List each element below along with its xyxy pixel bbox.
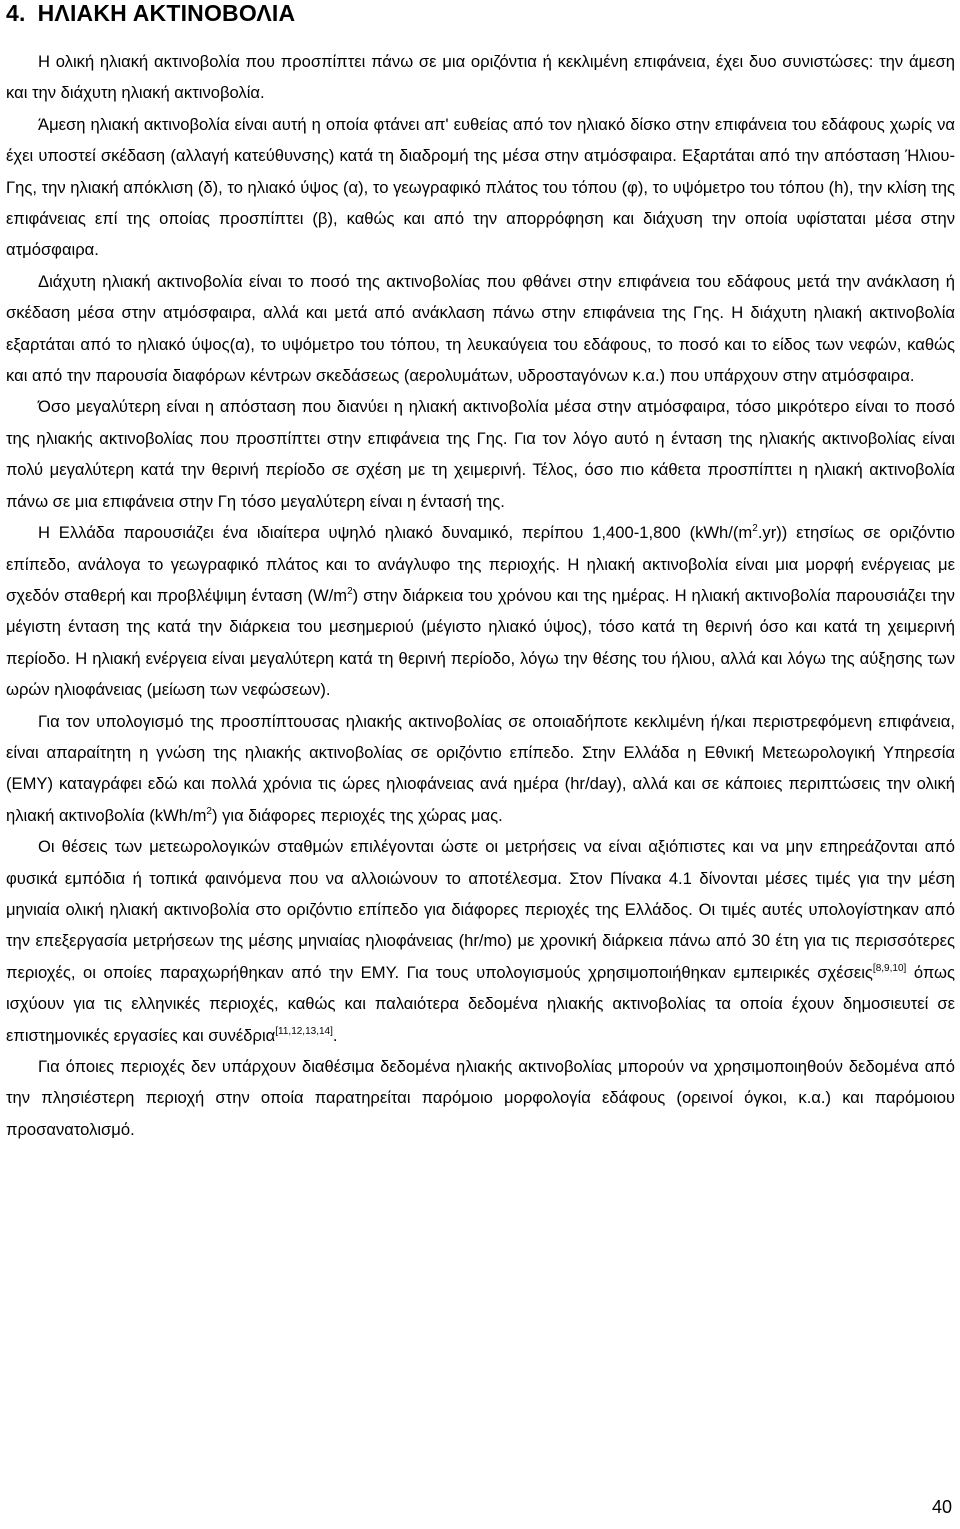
body-text: [6, 46, 955, 1145]
citation-ref: [11,12,13,14]: [275, 1025, 333, 1037]
paragraph-atmosphere-distance: Όσο μεγαλύτερη είναι η απόσταση που διανύει η ηλιακή ακτινοβολία μέσα στην ατμόσφαιρα, τόσο μικρότερο είναι το ποσό της ηλιακής ακτινοβολίας που προσπίπτει στην επιφάνεια της Γης. Για τον λόγο αυτό η ένταση της ηλιακής ακτινοβολίας είναι πολύ μεγαλύτερη κατά την θερινή περίοδο σε σχέση με τη χειμερινή. Τέλος, όσο πιο κάθετα προσπίπτει η ηλιακή ακτινοβολία πάνω σε μια επιφάνεια στην Γη τόσο μεγαλύτερη είναι η έντασή της.: [6, 397, 955, 511]
paragraph-meteorological-stations: Οι θέσεις των μετεωρολογικών σταθμών επιλέγονται ώστε οι μετρήσεις να είναι αξιόπιστες και να μην επηρεάζονται από φυσικά εμπόδια ή τοπικά φαινόμενα που να αλλοιώνουν το αποτέλεσμα. Στον Πίνακα 4.1 δίνονται μέσες τιμές για την μέση μηνιαία ολική ηλιακή ακτινοβολία στο οριζόντιο επίπεδο για διάφορες περιοχές της Ελλάδος. Οι τιμές αυτές υπολογίστηκαν από την επεξεργασία μετρήσεων της μέσης μηνιαίας ηλιοφάνειας (hr/mo) με χρονική διάρκεια πάνω από 30 έτη για τις περισσότερες περιοχές, οι οποίες παραχωρήθηκαν από την ΕΜΥ. Για τους υπολογισμούς χρησιμοποιήθηκαν εμπειρικές σχέσεις[8,9,10] όπως ισχύουν για τις ελληνικές περιοχές, καθώς και παλαιότερα δεδομένα ηλιακής ακτινοβολίας τα οποία έχουν δημοσιευτεί σε επιστημονικές εργασίες και συνέδρια[11,12,13,14].: [6, 837, 955, 1045]
citation-ref: [8,9,10]: [872, 962, 907, 974]
paragraph-missing-data: Για όποιες περιοχές δεν υπάρχουν διαθέσιμα δεδομένα ηλιακής ακτινοβολίας μπορούν να χρησιμοποιηθούν δεδομένα από την πλησιέστερη περιοχή στην οποία παρατηρείται παρόμοιο μορφολογία εδάφους (ορεινοί όγκοι, κ.α.) και παρόμοιου προσανατολισμό.: [6, 1057, 955, 1139]
paragraph-total-radiation: Η ολική ηλιακή ακτινοβολία που προσπίπτει πάνω σε μια οριζόντια ή κεκλιμένη επιφάνεια, έχει δυο συνιστώσες: την άμεση και την διάχυτη ηλιακή ακτινοβολία.: [6, 52, 955, 103]
paragraph-direct-radiation: Άμεση ηλιακή ακτινοβολία είναι αυτή η οποία φτάνει απ' ευθείας από τον ηλιακό δίσκο στην επιφάνεια του εδάφους χωρίς να έχει υποστεί σκέδαση (αλλαγή κατεύθυνσης) κατά τη διαδρομή της μέσα στην ατμόσφαιρα. Εξαρτάται από την απόσταση Ήλιου-Γης, την ηλιακή απόκλιση (δ), το ηλιακό ύψος (α), το γεωγραφικό πλάτος του τόπου (φ), το υψόμετρο του τόπου (h), την κλίση της επιφάνειας επί της οποίας προσπίπτει (β), καθώς και από την απορρόφηση και διάχυση την οποία υφίσταται μέσα στην ατμόσφαιρα.: [6, 114, 955, 260]
paragraph-diffuse-radiation: Διάχυτη ηλιακή ακτινοβολία είναι το ποσό της ακτινοβολίας που φθάνει στην επιφάνεια του εδάφους μετά την ανάκλαση ή σκέδαση μέσα στην ατμόσφαιρα, αλλά και μετά από ανάκλαση πάνω στην επιφάνεια της Γης. Η διάχυτη ηλιακή ακτινοβολία εξαρτάται από το ηλιακό ύψος(α), το υψόμετρο του τόπου, τη λευκαύγεια του εδάφους, το ποσό και το είδος των νεφών, καθώς και από την παρουσία διαφόρων κέντρων σκεδάσεως (αερολυμάτων, υδροσταγόνων κ.α.) που υπάρχουν στην ατμόσφαιρα.: [6, 271, 955, 386]
superscript: 2: [752, 523, 758, 535]
paragraph-horizontal-plane: Για τον υπολογισμό της προσπίπτουσας ηλιακής ακτινοβολίας σε οποιαδήποτε κεκλιμένη ή/και περιστρεφόμενη επιφάνεια, είναι απαραίτητη η γνώση της ηλιακής ακτινοβολίας σε οριζόντιο επίπεδο. Στην Ελλάδα η Εθνική Μετεωρολογική Υπηρεσία (ΕΜΥ) καταγράφει εδώ και πολλά χρόνια τις ώρες ηλιοφάνειας ανά ημέρα (hr/day), αλλά και σε κάποιες περιπτώσεις την ολική ηλιακή ακτινοβολία $(kWh/m^2)$ για διάφορες περιοχές της χώρας μας.: [6, 711, 955, 825]
superscript: 2: [206, 805, 212, 817]
section-heading: [6, 0, 295, 28]
section-title: ΗΛΙΑΚΗ ΑΚΤΙΝΟΒΟΛΙΑ: [37, 0, 296, 26]
page-number: 40: [931, 1497, 952, 1517]
superscript: 2: [347, 585, 353, 597]
paragraph-greece-potential: Η Ελλάδα παρουσιάζει ένα ιδιαίτερα υψηλό ηλιακό δυναμικό, περίπου 1,400-1,800 $(kWh/(m^2.yr))$ ετησίως σε οριζόντιο επίπεδο, ανάλογα το γεωγραφικό πλάτος και το ανάγλυφο της περιοχής. Η ηλιακή ακτινοβολία είναι μια μορφή ενέργειας με σχεδόν σταθερή και προβλέψιμη ένταση $(W/m^2)$ στην διάρκεια του χρόνου και της ημέρας. Η ηλιακή ακτινοβολία παρουσιάζει την μέγιστη ένταση της κατά την διάρκεια του μεσημεριού (μέγιστο ηλιακό ύψος), τόσο κατά τη θερινή όσο και κατά τη χειμερινή περίοδο. Η ηλιακή ενέργεια είναι μεγαλύτερη κατά τη θερινή περίοδο, λόγω την θέσης του ήλιου, αλλά και λόγω της αύξησης των ωρών ηλιοφάνειας (μείωση των νεφώσεων).: [6, 523, 955, 700]
section-number: 4.: [6, 0, 26, 26]
